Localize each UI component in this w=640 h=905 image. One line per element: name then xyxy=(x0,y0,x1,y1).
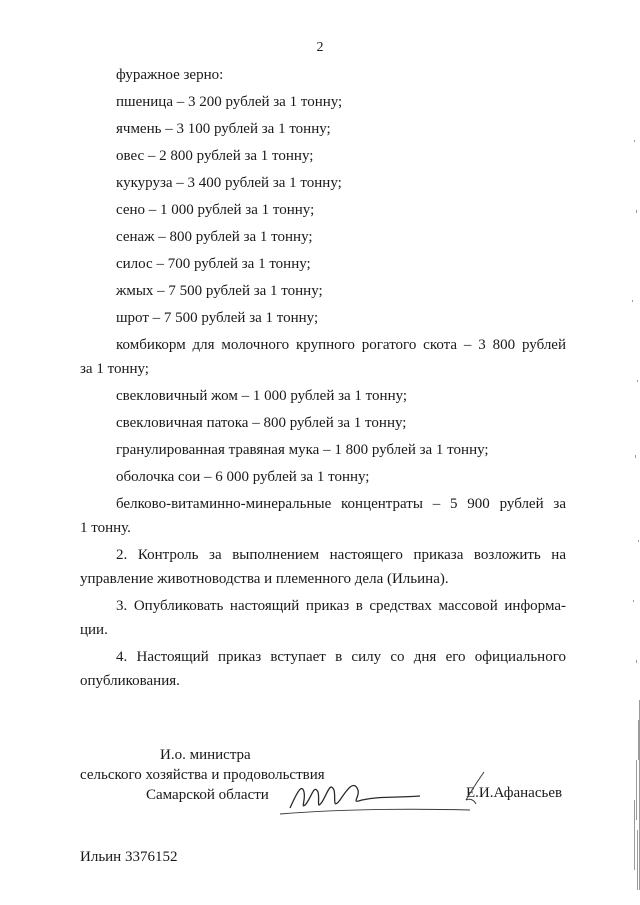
feed-line-2: за 1 тонну; xyxy=(80,361,149,377)
signatory-title-3: Самарской области xyxy=(146,787,269,803)
list-item: сено – 1 000 рублей за 1 тонну; xyxy=(116,202,315,218)
list-item: оболочка сои – 6 000 рублей за 1 тонну; xyxy=(116,469,370,485)
feed-line-1: комбикорм для молочного крупного рогатого скота – 3 800 рублей xyxy=(116,337,566,353)
list-item: пшеница – 3 200 рублей за 1 тонну; xyxy=(116,94,343,110)
bvmk-line-1: белково-витаминно-минеральные концентраты – 5 900 рублей за xyxy=(116,496,566,512)
list-item: овес – 2 800 рублей за 1 тонну; xyxy=(116,148,314,164)
list-item: свекловичный жом – 1 000 рублей за 1 тонну; xyxy=(116,388,408,404)
page-number: 2 xyxy=(316,40,324,55)
list-item: свекловичная патока – 800 рублей за 1 тонну; xyxy=(116,415,407,431)
paragraph-4-line-1: 4. Настоящий приказ вступает в силу со дня его официального xyxy=(116,649,566,665)
paragraph-4-line-2: опубликования. xyxy=(80,673,180,689)
paragraph-3-line-2: ции. xyxy=(80,622,108,638)
paragraph-2-line-2: управление животноводства и племенного дела (Ильина). xyxy=(80,571,449,587)
list-title: фуражное зерно: xyxy=(116,67,224,83)
list-item: шрот – 7 500 рублей за 1 тонну; xyxy=(116,310,319,326)
scan-edge-noise xyxy=(626,0,640,905)
list-item: кукуруза – 3 400 рублей за 1 тонну; xyxy=(116,175,342,191)
executor-info: Ильин 3376152 xyxy=(80,849,178,865)
signatory-title-1: И.о. министра xyxy=(160,747,251,763)
paragraph-3-line-1: 3. Опубликовать настоящий приказ в средствах массовой информа- xyxy=(116,598,566,614)
list-item: силос – 700 рублей за 1 тонну; xyxy=(116,256,311,272)
handwritten-signature xyxy=(270,770,500,825)
list-item: ячмень – 3 100 рублей за 1 тонну; xyxy=(116,121,331,137)
list-item: гранулированная травяная мука – 1 800 рублей за 1 тонну; xyxy=(116,442,489,458)
signer-name: Е.И.Афанасьев xyxy=(466,785,563,801)
paragraph-2-line-1: 2. Контроль за выполнением настоящего приказа возложить на xyxy=(116,547,566,563)
bvmk-line-2: 1 тонну. xyxy=(80,520,131,536)
list-item: жмых – 7 500 рублей за 1 тонну; xyxy=(116,283,323,299)
list-item: сенаж – 800 рублей за 1 тонну; xyxy=(116,229,313,245)
signatory-title-2: сельского хозяйства и продовольствия xyxy=(80,767,325,783)
